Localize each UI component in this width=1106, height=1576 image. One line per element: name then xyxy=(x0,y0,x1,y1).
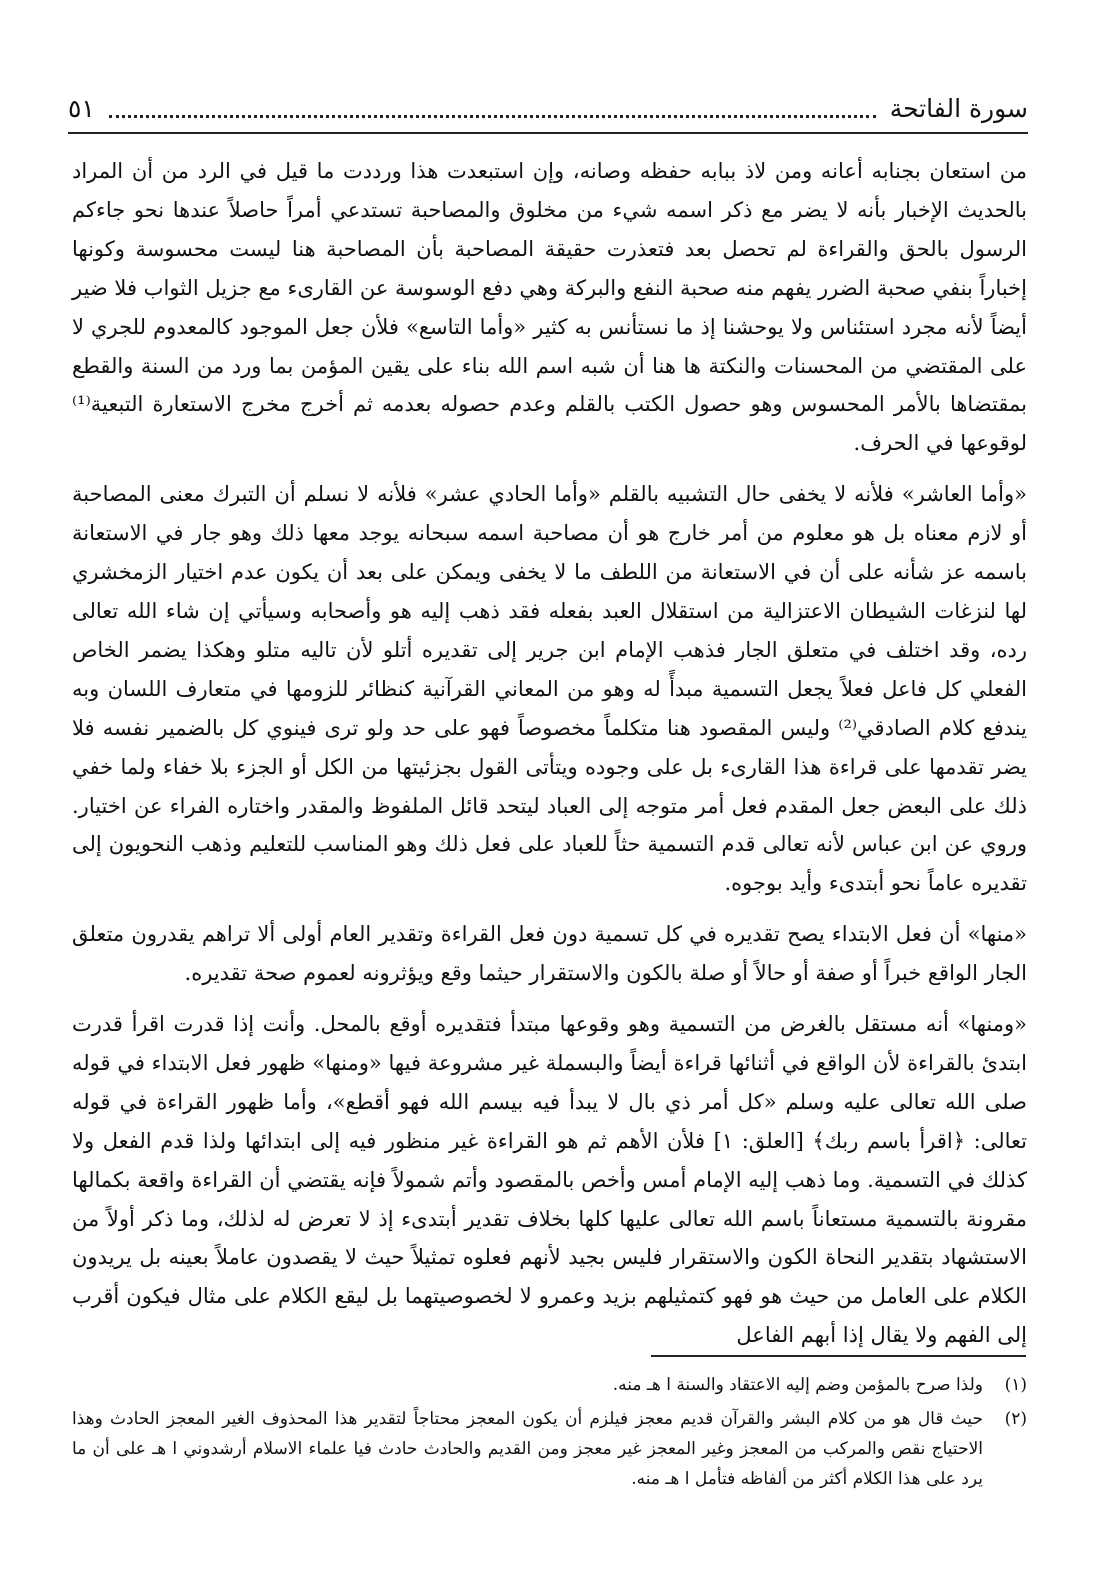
leader-dots xyxy=(109,115,876,118)
footnote-rule xyxy=(651,1355,1026,1357)
footnote-number: (١) xyxy=(1004,1375,1027,1395)
footnote-text: ولذا صرح بالمؤمن وضم إليه الاعتقاد والسنة ا هـ منه. xyxy=(612,1375,983,1395)
running-header xyxy=(68,84,1028,124)
paragraph: من استعان بجنابه أعانه ومن لاذ ببابه حفظه وصانه، وإن استبعدت هذا ورددت ما قيل في الرد من أن المراد بالحديث الإخبار بأنه لا يضر مع ذكر اسمه شيء من مخلوق والمصاحبة تستدعي أمراً حاصلاً عندها نحو جاءكم الرسول بالحق والقراءة لم تحصل بعد فتعذرت حقيقة المصاحبة بأن المصاحبة هنا ليست محسوسة وكونها إخباراً بنفي صحبة الضرر يفهم منه صحبة النفع والبركة وهي دفع الوسوسة عن القارىء مع جزيل الثواب فلا ضير أيضاً لأنه مجرد استئناس ولا يوحشنا إذ ما نستأنس به كثير «وأما التاسع» فلأن جعل الموجود كالمعدوم للجري لا على المقتضي من المحسنات والنكتة ها هنا أن شبه اسم الله بناء على يقين المؤمن بما ورد من السنة والقطع بمقتضاها بالأمر المحسوس وهو حصول الكتب بالقلم وعدم حصوله بعدمه ثم أخرج مخرج الاستعارة التبعية⁽¹⁾ لوقوعها في الحرف. xyxy=(72,159,1027,456)
footnote-number: (٢) xyxy=(1004,1409,1027,1429)
footnote-text: حيث قال هو من كلام البشر والقرآن قديم معجز فيلزم أن يكون المعجز محتاجاً لتقدير هذا المحذوف الغير المعجز الحادث وهذا الاحتياج نقص والمركب من المعجز وغير المعجز غير معجز ومن القديم والحادث حادث فيا علماء الاسلام أرشدوني ا هـ على أن ما يرد على هذا الكلام أكثر من ألفاظه فتأمل ا هـ منه. xyxy=(72,1409,983,1489)
footnote xyxy=(72,1370,1027,1400)
paragraph: «وأما العاشر» فلأنه لا يخفى حال التشبيه بالقلم «وأما الحادي عشر» فلأنه لا نسلم أن التبرك معنى المصاحبة أو لازم معناه بل هو معلوم من أمر خارج هو أن مصاحبة اسمه سبحانه يوجد معها ذلك وهو جار في الاستعانة باسمه عز شأنه على أن في الاستعانة من اللطف ما لا يخفى ويمكن على بعد أن يكون عدم اختيار الزمخشري لها لنزغات الشيطان الاعتزالية من استقلال العبد بفعله فقد ذهب إليه هو وأصحابه وسيأتي إن شاء الله تعالى رده، وقد اختلف في متعلق الجار فذهب الإمام ابن جرير إلى تقديره أتلو لأن تاليه متلو وهكذا يضمر الخاص الفعلي كل فاعل فعلاً يجعل التسمية مبدأً له وهو من المعاني القرآنية كنظائر للزومها في متعارف اللسان وبه يندفع كلام الصادقي⁽²⁾ وليس المقصود هنا متكلماً مخصوصاً فهو على حد ولو ترى فينوي كل بالضمير نفسه فلا يضر تقدمها على قراءة هذا القارىء بل على وجوده ويتأتى القول بجزئيتها من الكل أو الجزء بلا خفاء ولما خفي ذلك على البعض جعل المقدم فعل أمر متوجه إلى العباد ليتحد قائل الملفوظ والمقدر واختاره الفراء عن اختيار. وروي عن ابن عباس لأنه تعالى قدم التسمية حثاً للعباد على فعل ذلك وهو المناسب للتعليم وذهب النحويون إلى تقديره عاماً نحو أبتدىء وأيد بوجوه. xyxy=(72,482,1028,896)
footnote xyxy=(72,1404,1027,1494)
main-text xyxy=(72,152,1027,1367)
chapter-title: سورة الفاتحة xyxy=(889,94,1028,123)
header-rule xyxy=(68,132,1028,134)
paragraph: «ومنها» أنه مستقل بالغرض من التسمية وهو وقوعها مبتدأ فتقديره أوقع بالمحل. وأنت إذا قدرت اقرأ قدرت ابتدئ بالقراءة لأن الواقع في أثنائها قراءة أيضاً والبسملة غير مشروعة فيها «ومنها» ظهور فعل الابتداء في قوله صلى الله تعالى عليه وسلم «كل أمر ذي بال لا يبدأ فيه بيسم الله فهو أقطع»، وأما ظهور القراءة في قوله تعالى: ﴿اقرأ باسم ربك﴾ [العلق: ١] فلأن الأهم ثم هو القراءة غير منظور فيه إلى ابتدائها ولذا قدم الفعل ولا كذلك في التسمية. وما ذهب إليه الإمام أمس وأخص بالمقصود وأتم شمولاً فإنه يقتضي أن القراءة واقعة بكمالها مقرونة بالتسمية مستعاناً باسم الله تعالى عليها كلها بخلاف تقدير أبتدىء إذ لا تعرض له لذلك، وما ذكر أولاً من الاستشهاد بتقدير النحاة الكون والاستقرار فليس بجيد لأنهم فعلوه تمثيلاً حيث لا يقصدون عاملاً بعينه بل يريدون الكلام على العامل من حيث هو فهو كتمثيلهم بزيد وعمرو لا لخصوصيتهما بل ليقع الكلام على مثال فيكون أقرب إلى الفهم ولا يقال إذا أبهم الفاعل xyxy=(72,1012,1027,1348)
page-number: ٥١ xyxy=(68,94,95,123)
paragraph: «منها» أن فعل الابتداء يصح تقديره في كل تسمية دون فعل القراءة وتقدير العام أولى ألا تراهم يقدرون متعلق الجار الواقع خبراً أو صفة أو حالاً أو صلة بالكون والاستقرار حيثما وقع ويؤثرونه لعموم صحة تقديره. xyxy=(72,922,1027,986)
footnotes xyxy=(72,1370,1027,1494)
